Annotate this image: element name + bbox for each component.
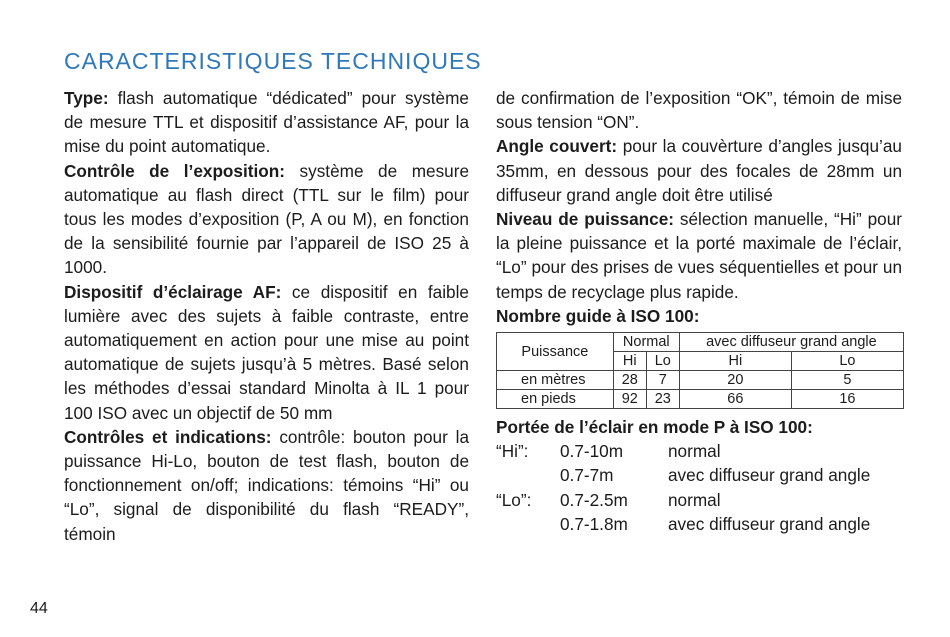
controls-paragraph: [64, 425, 469, 546]
header-normal: Normal: [613, 333, 679, 352]
guide-number-table: [496, 332, 904, 409]
range-mode: “Hi”:: [496, 441, 529, 462]
right-column: [496, 86, 902, 536]
range-note: normal: [668, 441, 721, 462]
controls-text: contrôle: bouton pour la puissance Hi-Lo, bouton de test flash, bouton de fonctionnement on/off; indications: témoins “Hi” ou “Lo”, signal de disponibilité du flash “READY”, témoin: [64, 426, 470, 544]
power-paragraph: [496, 207, 902, 304]
range-distance: 0.7-10m: [560, 441, 624, 462]
table-cell: 7: [646, 371, 679, 390]
subheader-lo: Lo: [791, 352, 903, 371]
left-column: [64, 86, 469, 546]
range-note: normal: [668, 489, 721, 510]
table-cell: 20: [679, 371, 791, 390]
range-mode: [496, 512, 560, 536]
row-label: en pieds: [497, 390, 614, 409]
type-text: flash automatique “dédicated” pour système de mesure TTL et dispositif d’assistance AF, pour la mise du point automatique.: [64, 88, 469, 157]
subheader-lo: Lo: [646, 352, 679, 371]
angle-paragraph: [496, 134, 902, 207]
range-mode: “Lo”:: [496, 489, 532, 510]
power-label: Niveau de puissance:: [496, 209, 674, 230]
table-cell: 5: [791, 371, 903, 390]
page-title: CARACTERISTIQUES TECHNIQUES: [64, 48, 482, 74]
range-distance: 0.7-2.5m: [560, 489, 628, 510]
header-diffuseur: avec diffuseur grand angle: [679, 333, 903, 352]
exposure-text: système de mesure automatique au flash direct (TTL sur le film) pour tous les modes d’exposition (P, A ou M), en fonction de la sensibilité fournie par l’appareil de ISO 25 à 1000.: [64, 160, 470, 278]
subheader-hi: Hi: [679, 352, 791, 371]
af-label: Dispositif d’éclairage AF:: [64, 281, 282, 302]
range-mode: [496, 463, 560, 487]
type-label: Type:: [64, 88, 109, 108]
type-paragraph: [64, 86, 469, 159]
af-text: ce dispositif en faible lumière avec des sujets à faible contraste, entre automatiquement en action pour une mise au point automatique de sujets jusqu’à 5 mètres. Basé selon les méthodes d’essai standard Minolta à IL 1 pour 100 ISO avec un objectif de 50 mm: [64, 281, 469, 423]
exposure-paragraph: [64, 159, 469, 280]
angle-text: pour la couvèrture d’angles jusqu’au 35mm, en dessous pour des focales de 28mm un diffuseur grand angle doit être utilisé: [496, 136, 902, 205]
range-title: Portée de l’éclair en mode P à ISO 100:: [496, 417, 813, 438]
af-paragraph: [64, 280, 469, 425]
range-note: avec diffuseur grand angle: [668, 465, 871, 486]
angle-label: Angle couvert:: [496, 136, 618, 157]
power-text: sélection manuelle, “Hi” pour la pleine puissance et la porté maximale de l’éclair, “Lo” pour des prises de vues séquentielles et pour un temps de recyclage plus rapide.: [496, 209, 902, 302]
table-cell: 16: [791, 390, 903, 409]
range-note: avec diffuseur grand angle: [668, 513, 871, 534]
table-cell: 92: [613, 390, 646, 409]
table-row: [497, 390, 904, 409]
controls-label: Contrôles et indications:: [64, 426, 272, 447]
table-cell: 23: [646, 390, 679, 409]
subheader-hi: Hi: [613, 352, 646, 371]
continuation-paragraph: de confirmation de l’exposition “OK”, témoin de mise sous tension “ON”.: [496, 88, 902, 133]
table-cell: 28: [613, 371, 646, 390]
range-list: [496, 439, 902, 536]
row-label: en mètres: [497, 371, 614, 390]
page-number: 44: [30, 600, 48, 617]
range-distance: 0.7-7m: [560, 465, 614, 486]
exposure-label: Contrôle de l’exposition:: [64, 160, 285, 181]
guide-table-title: Nombre guide à ISO 100:: [496, 305, 700, 326]
table-cell: 66: [679, 390, 791, 409]
header-puissance: Puissance: [497, 333, 614, 371]
table-row: [497, 371, 904, 390]
table-header-row: [497, 333, 904, 352]
range-distance: 0.7-1.8m: [560, 513, 628, 534]
